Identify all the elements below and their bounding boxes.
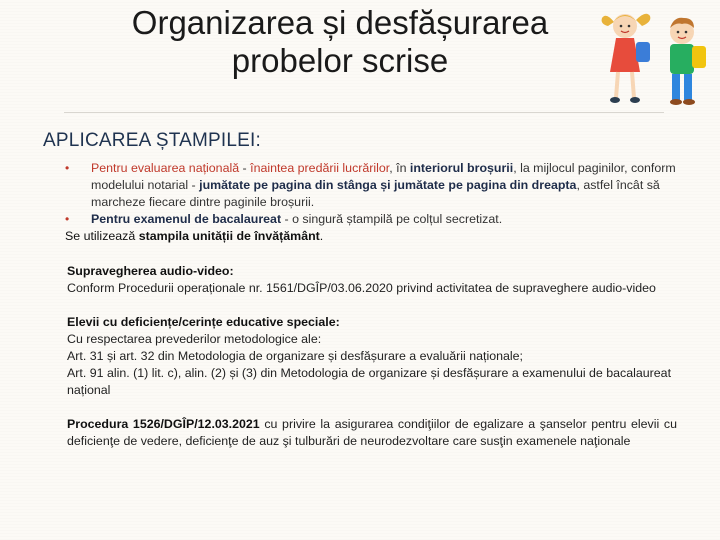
block-title: Procedura 1526/DGÎP/12.03.2021	[67, 417, 260, 431]
text-fragment: .	[319, 229, 324, 243]
bullet-lead: Pentru evaluarea națională	[91, 161, 240, 175]
highlight-text: stampila unității de învățământ	[138, 229, 320, 243]
bullet-marker: •	[65, 212, 70, 226]
section-heading: APLICAREA ȘTAMPILEI:	[43, 130, 262, 151]
text-fragment: , în	[389, 161, 410, 175]
block-supraveghere	[67, 263, 677, 297]
block-title: Supravegherea audio-video:	[67, 264, 234, 278]
block-cerinte-speciale	[67, 314, 677, 399]
block-line: Conform Procedurii operaționale nr. 1561/DGÎP/03.06.2020 privind activitatea de supraveghere audio-video	[67, 281, 656, 295]
text-fragment: - o singură ștampilă pe colțul secretizat.	[281, 212, 503, 226]
highlight-text: interiorul broșurii	[409, 161, 514, 175]
highlight-text: jumătate pe pagina din stânga și jumătate pe pagina din dreapta	[199, 178, 577, 192]
text-fragment: , astfel încât să marcheze fiecare dintre paginile broșurii.	[91, 178, 660, 209]
bullet-bacalaureat	[67, 211, 677, 228]
block-line: cu privire la asigurarea condiţiilor de egalizare a şanselor pentru elevii cu deficienţe de vedere, deficienţe de auz şi tulburări de neurodezvoltare care susţin examenele naţionale	[67, 417, 677, 448]
block-line: Art. 91 alin. (1) lit. c), alin. (2) și (3) din Metodologia de organizare și desfășurare a examenului de bacalaureat național	[67, 366, 672, 397]
highlight-text: înaintea predării lucrărilor	[250, 161, 390, 175]
girl-figure	[602, 14, 651, 103]
text-fragment: -	[239, 161, 251, 175]
school-children-illustration	[596, 2, 716, 120]
stamp-note	[65, 228, 677, 245]
block-title: Elevii cu deficiențe/cerințe educative speciale:	[67, 315, 340, 329]
bullet-lead: Pentru examenul de bacalaureat	[91, 212, 282, 226]
title-line-2: probelor scrise	[231, 42, 449, 79]
text-fragment: Se utilizează	[65, 229, 139, 243]
block-procedura	[67, 416, 677, 450]
bullet-marker: •	[65, 161, 70, 175]
title-line-1: Organizarea și desfășurarea	[131, 4, 549, 41]
slide-title	[60, 4, 620, 80]
text-fragment: , la mijlocul paginilor, conform modelului notarial -	[91, 161, 676, 192]
block-line: Art. 31 și art. 32 din Metodologia de organizare și desfășurare a evaluării naționale;	[67, 349, 523, 363]
slide-content	[67, 160, 677, 450]
title-divider	[64, 112, 664, 113]
block-line: Cu respectarea prevederilor metodologice ale:	[67, 332, 322, 346]
bullet-evaluare-nationala	[67, 160, 677, 211]
boy-figure	[670, 18, 706, 105]
